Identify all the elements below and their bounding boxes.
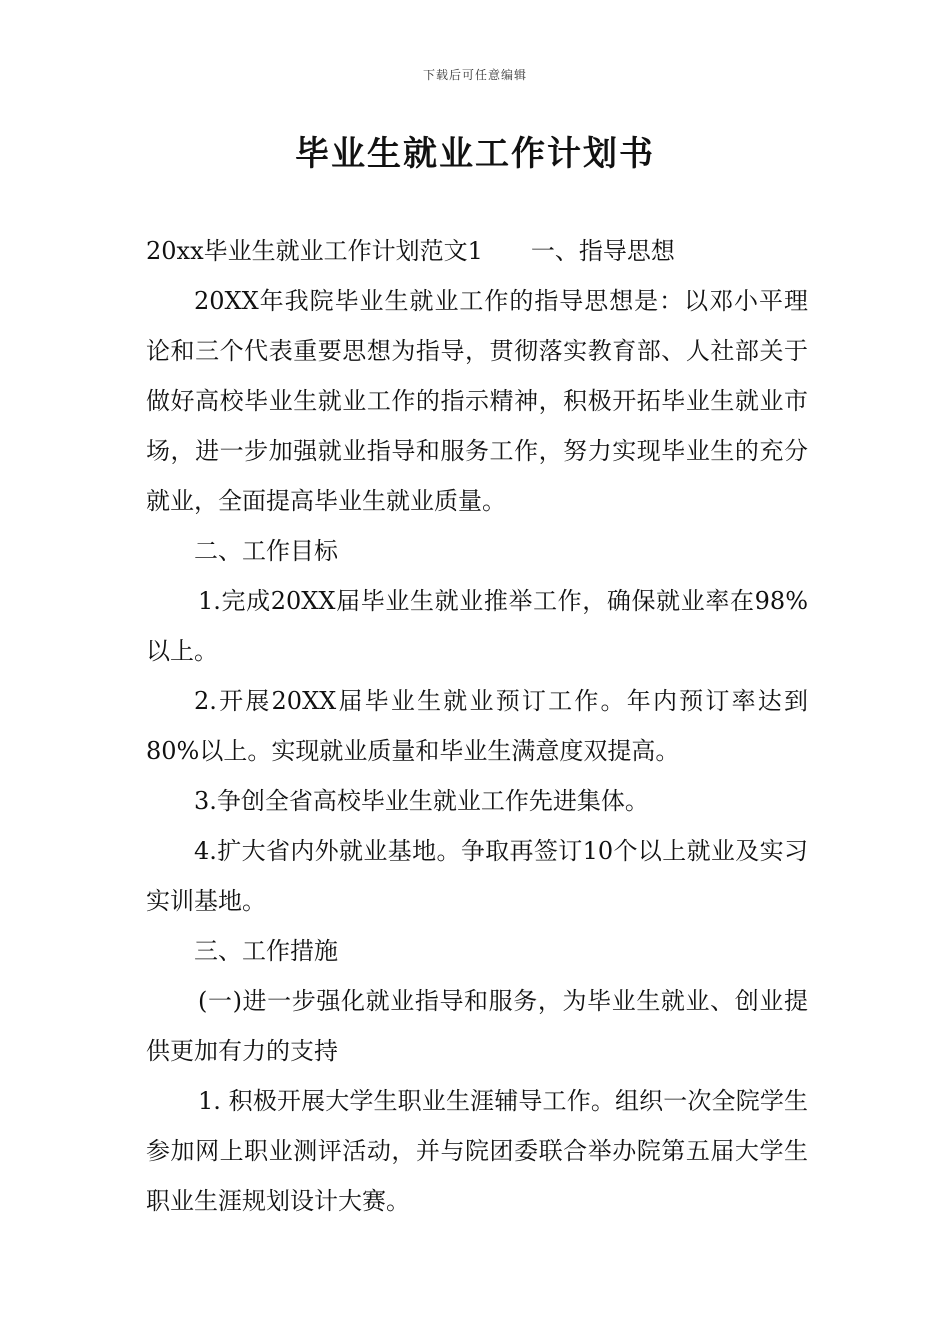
measure-subheading-1: (一)进一步强化就业指导和服务，为毕业生就业、创业提供更加有力的支持 — [146, 987, 808, 1065]
document-title: 毕业生就业工作计划书 — [295, 134, 655, 174]
section-heading-2: 二、工作目标 — [194, 537, 338, 565]
section-heading-3: 三、工作措施 — [194, 937, 338, 965]
goal-item-4: 4.扩大省内外就业基地。争取再签订10个以上就业及实习实训基地。 — [146, 837, 808, 915]
goal-item-3: 3.争创全省高校毕业生就业工作先进集体。 — [194, 787, 649, 815]
document-body — [146, 226, 808, 1226]
header-note: 下载后可任意编辑 — [422, 68, 527, 82]
section-heading-1: 一、指导思想 — [530, 237, 675, 265]
measure-item-1: 1. 积极开展大学生职业生涯辅导工作。组织一次全院学生参加网上职业测评活动，并与院团委联合举办院第五届大学生职业生涯规划设计大赛。 — [146, 1087, 808, 1215]
sample-label: 20xx毕业生就业工作计划范文1 — [146, 237, 483, 265]
intro-line — [146, 226, 808, 276]
goal-item-1: 1.完成20XX届毕业生就业推举工作，确保就业率在98%以上。 — [146, 587, 808, 665]
goal-item-2: 2.开展20XX届毕业生就业预订工作。年内预订率达到80%以上。实现就业质量和毕业生满意度双提高。 — [146, 687, 808, 765]
paragraph-guiding-ideology: 20XX年我院毕业生就业工作的指导思想是：以邓小平理论和三个代表重要思想为指导，贯彻落实教育部、人社部关于做好高校毕业生就业工作的指示精神，积极开拓毕业生就业市场，进一步加强就业指导和服务工作，努力实现毕业生的充分就业，全面提高毕业生就业质量。 — [146, 287, 808, 515]
